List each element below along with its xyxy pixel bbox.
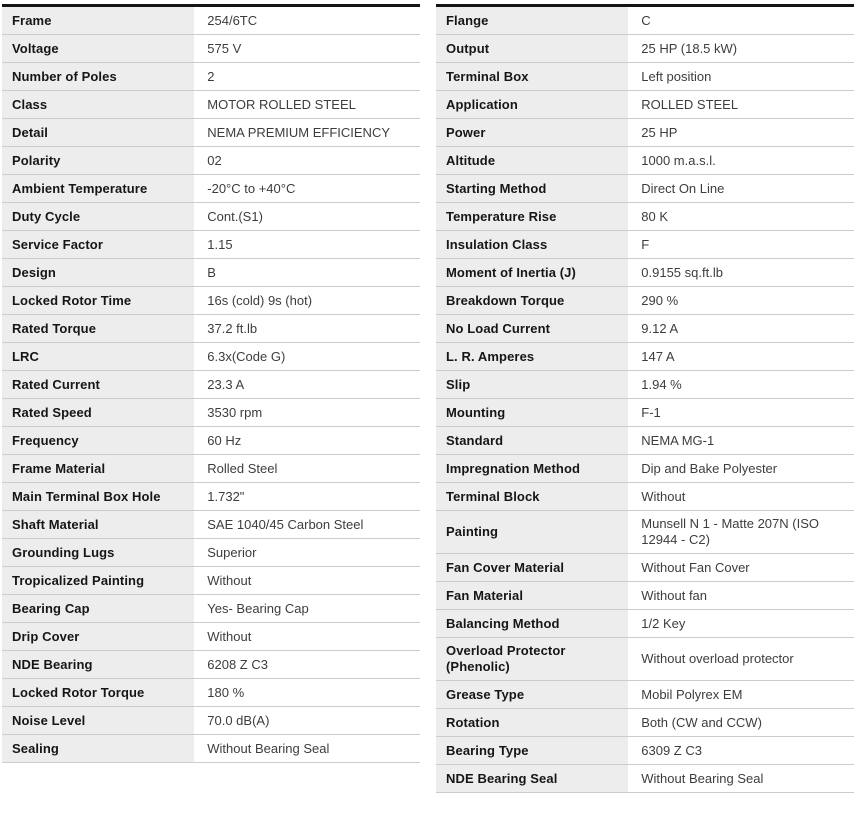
spec-row: [436, 91, 854, 119]
spec-label: Standard: [436, 427, 628, 454]
spec-label: Drip Cover: [2, 623, 194, 650]
spec-value: 80 K: [628, 203, 854, 230]
spec-label: Number of Poles: [2, 63, 194, 90]
spec-row: [2, 371, 420, 399]
spec-row: [2, 175, 420, 203]
spec-row: [2, 679, 420, 707]
spec-label: Locked Rotor Torque: [2, 679, 194, 706]
spec-row: [436, 175, 854, 203]
spec-value: 1.94 %: [628, 371, 854, 398]
spec-value: 575 V: [194, 35, 420, 62]
spec-label: Noise Level: [2, 707, 194, 734]
spec-label: Painting: [436, 511, 628, 553]
spec-row: [436, 765, 854, 793]
spec-label: Fan Cover Material: [436, 554, 628, 581]
spec-value: SAE 1040/45 Carbon Steel: [194, 511, 420, 538]
spec-label: Duty Cycle: [2, 203, 194, 230]
spec-label: Rated Current: [2, 371, 194, 398]
spec-row: [2, 623, 420, 651]
spec-label: Application: [436, 91, 628, 118]
spec-row: [2, 91, 420, 119]
spec-label: Shaft Material: [2, 511, 194, 538]
spec-label: Slip: [436, 371, 628, 398]
spec-value: Without: [194, 567, 420, 594]
spec-value: Left position: [628, 63, 854, 90]
spec-row: [436, 399, 854, 427]
spec-value: B: [194, 259, 420, 286]
spec-value: Without Bearing Seal: [194, 735, 420, 762]
spec-value: Munsell N 1 - Matte 207N (ISO 12944 - C2): [628, 511, 854, 553]
spec-label: Tropicalized Painting: [2, 567, 194, 594]
spec-value: Without fan: [628, 582, 854, 609]
spec-value: 70.0 dB(A): [194, 707, 420, 734]
spec-value: 6208 Z C3: [194, 651, 420, 678]
spec-label: Impregnation Method: [436, 455, 628, 482]
spec-value: 16s (cold) 9s (hot): [194, 287, 420, 314]
spec-row: [2, 539, 420, 567]
spec-row: [2, 203, 420, 231]
spec-label: NDE Bearing: [2, 651, 194, 678]
spec-row: [2, 651, 420, 679]
spec-row: [436, 35, 854, 63]
spec-row: [436, 709, 854, 737]
spec-label: NDE Bearing Seal: [436, 765, 628, 792]
spec-row: [436, 638, 854, 681]
spec-value: Without overload protector: [628, 638, 854, 680]
spec-row: [436, 147, 854, 175]
spec-value: 180 %: [194, 679, 420, 706]
spec-label: Rotation: [436, 709, 628, 736]
spec-value: NEMA PREMIUM EFFICIENCY: [194, 119, 420, 146]
spec-row: [2, 595, 420, 623]
spec-row: [2, 399, 420, 427]
spec-label: Frame Material: [2, 455, 194, 482]
spec-label: Main Terminal Box Hole: [2, 483, 194, 510]
spec-row: [436, 203, 854, 231]
spec-label: Moment of Inertia (J): [436, 259, 628, 286]
spec-row: [2, 35, 420, 63]
spec-row: [436, 582, 854, 610]
spec-row: [2, 63, 420, 91]
spec-label: Design: [2, 259, 194, 286]
spec-label: Balancing Method: [436, 610, 628, 637]
spec-row: [2, 315, 420, 343]
spec-value: 25 HP (18.5 kW): [628, 35, 854, 62]
spec-row: [2, 567, 420, 595]
spec-label: Rated Speed: [2, 399, 194, 426]
spec-value: Dip and Bake Polyester: [628, 455, 854, 482]
spec-label: Terminal Box: [436, 63, 628, 90]
spec-row: [2, 511, 420, 539]
spec-value: 60 Hz: [194, 427, 420, 454]
spec-label: Temperature Rise: [436, 203, 628, 230]
spec-value: 147 A: [628, 343, 854, 370]
spec-row: [2, 707, 420, 735]
spec-label: Ambient Temperature: [2, 175, 194, 202]
spec-label: Breakdown Torque: [436, 287, 628, 314]
spec-row: [436, 681, 854, 709]
spec-label: Detail: [2, 119, 194, 146]
spec-value: Without Bearing Seal: [628, 765, 854, 792]
spec-label: Grounding Lugs: [2, 539, 194, 566]
spec-value: Mobil Polyrex EM: [628, 681, 854, 708]
spec-row: [2, 287, 420, 315]
spec-value: Cont.(S1): [194, 203, 420, 230]
spec-value: NEMA MG-1: [628, 427, 854, 454]
spec-label: LRC: [2, 343, 194, 370]
spec-value: 02: [194, 147, 420, 174]
spec-row: [436, 737, 854, 765]
spec-row: [436, 343, 854, 371]
spec-value: ROLLED STEEL: [628, 91, 854, 118]
spec-row: [2, 483, 420, 511]
spec-label: Output: [436, 35, 628, 62]
spec-value: F-1: [628, 399, 854, 426]
spec-label: Service Factor: [2, 231, 194, 258]
spec-value: 6.3x(Code G): [194, 343, 420, 370]
spec-value: 3530 rpm: [194, 399, 420, 426]
spec-label: Overload Protector (Phenolic): [436, 638, 628, 680]
spec-value: 1/2 Key: [628, 610, 854, 637]
spec-label: Locked Rotor Time: [2, 287, 194, 314]
spec-label: Frequency: [2, 427, 194, 454]
spec-label: Bearing Cap: [2, 595, 194, 622]
spec-value: Without: [194, 623, 420, 650]
spec-value: 25 HP: [628, 119, 854, 146]
spec-value: Rolled Steel: [194, 455, 420, 482]
spec-label: Mounting: [436, 399, 628, 426]
motor-spec-sheet: [2, 4, 854, 793]
spec-value: 1.15: [194, 231, 420, 258]
spec-label: No Load Current: [436, 315, 628, 342]
spec-value: 6309 Z C3: [628, 737, 854, 764]
spec-table-right: [436, 4, 854, 793]
spec-value: Superior: [194, 539, 420, 566]
spec-label: Insulation Class: [436, 231, 628, 258]
spec-row: [2, 735, 420, 763]
spec-row: [436, 287, 854, 315]
spec-row: [436, 483, 854, 511]
spec-row: [436, 427, 854, 455]
spec-row: [436, 63, 854, 91]
spec-label: Fan Material: [436, 582, 628, 609]
spec-value: 290 %: [628, 287, 854, 314]
spec-label: Power: [436, 119, 628, 146]
spec-label: Frame: [2, 7, 194, 34]
spec-value: C: [628, 7, 854, 34]
spec-label: Sealing: [2, 735, 194, 762]
spec-label: Class: [2, 91, 194, 118]
spec-label: Rated Torque: [2, 315, 194, 342]
spec-row: [436, 455, 854, 483]
spec-row: [436, 119, 854, 147]
spec-value: 23.3 A: [194, 371, 420, 398]
spec-row: [2, 259, 420, 287]
spec-table-left: [2, 4, 420, 763]
spec-row: [436, 7, 854, 35]
spec-value: Without Fan Cover: [628, 554, 854, 581]
spec-row: [436, 371, 854, 399]
spec-value: F: [628, 231, 854, 258]
spec-value: 1.732": [194, 483, 420, 510]
spec-row: [2, 231, 420, 259]
spec-row: [436, 231, 854, 259]
spec-value: Both (CW and CCW): [628, 709, 854, 736]
spec-row: [2, 147, 420, 175]
spec-label: Bearing Type: [436, 737, 628, 764]
spec-row: [436, 554, 854, 582]
spec-value: 0.9155 sq.ft.lb: [628, 259, 854, 286]
spec-label: L. R. Amperes: [436, 343, 628, 370]
spec-value: 254/6TC: [194, 7, 420, 34]
spec-value: 2: [194, 63, 420, 90]
spec-label: Terminal Block: [436, 483, 628, 510]
spec-value: 37.2 ft.lb: [194, 315, 420, 342]
spec-row: [2, 343, 420, 371]
spec-row: [436, 259, 854, 287]
spec-label: Grease Type: [436, 681, 628, 708]
spec-row: [436, 315, 854, 343]
spec-row: [436, 511, 854, 554]
spec-row: [2, 427, 420, 455]
spec-label: Voltage: [2, 35, 194, 62]
spec-value: MOTOR ROLLED STEEL: [194, 91, 420, 118]
spec-value: 1000 m.a.s.l.: [628, 147, 854, 174]
spec-row: [2, 7, 420, 35]
spec-label: Starting Method: [436, 175, 628, 202]
spec-value: Yes- Bearing Cap: [194, 595, 420, 622]
spec-row: [436, 610, 854, 638]
spec-row: [2, 119, 420, 147]
spec-row: [2, 455, 420, 483]
spec-value: Direct On Line: [628, 175, 854, 202]
spec-value: -20°C to +40°C: [194, 175, 420, 202]
spec-value: Without: [628, 483, 854, 510]
spec-label: Altitude: [436, 147, 628, 174]
spec-label: Flange: [436, 7, 628, 34]
spec-label: Polarity: [2, 147, 194, 174]
spec-value: 9.12 A: [628, 315, 854, 342]
